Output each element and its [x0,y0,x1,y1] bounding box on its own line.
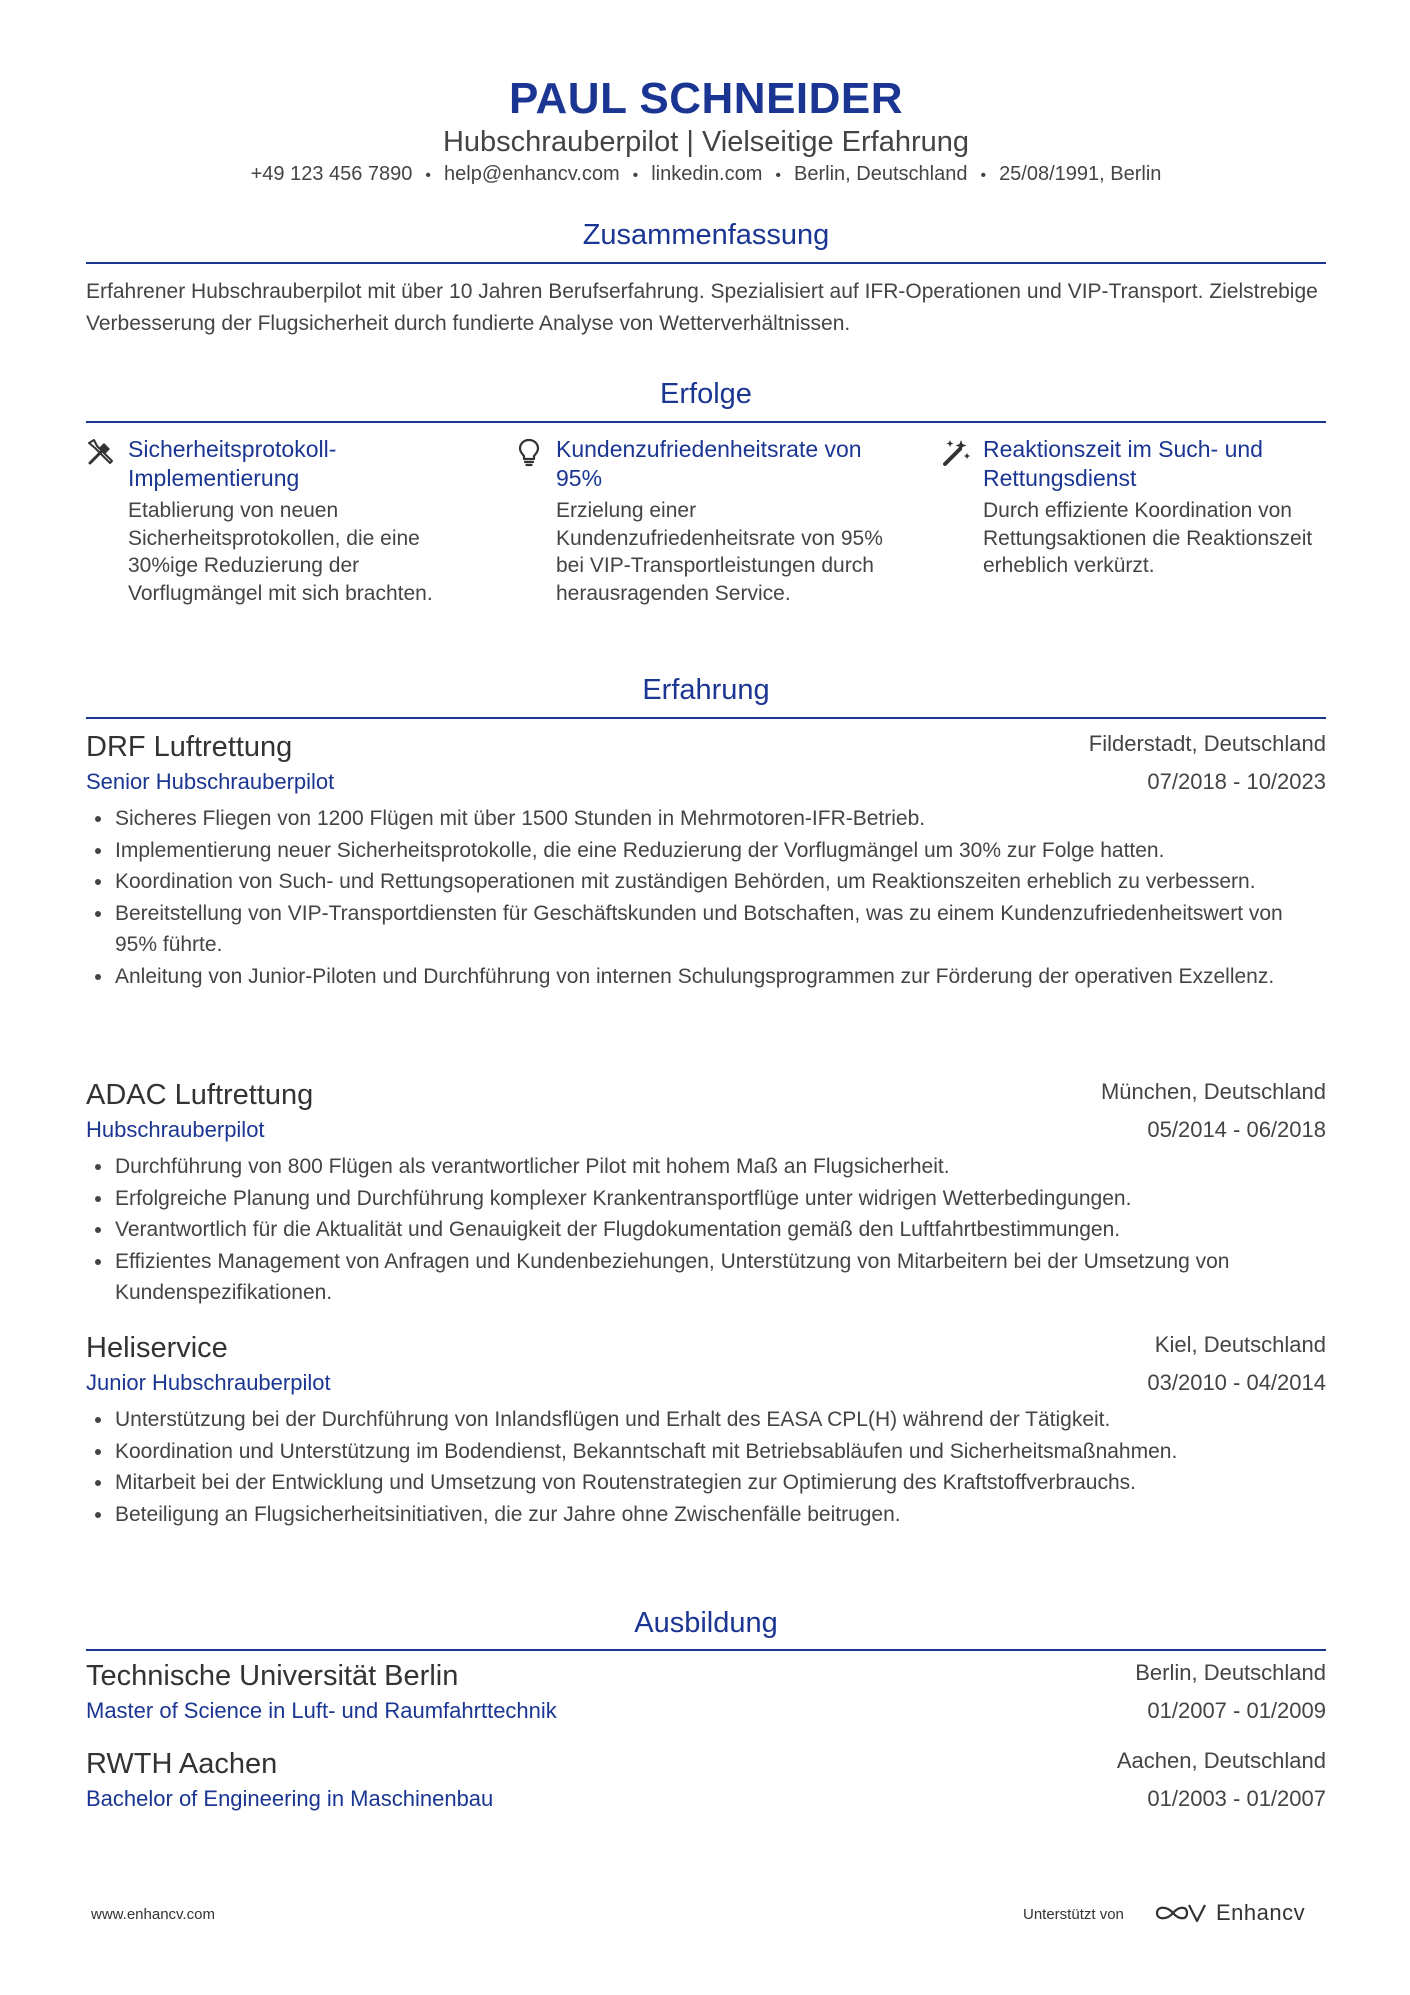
job-dates: 05/2014 - 06/2018 [1147,1117,1326,1142]
birth-info: 25/08/1991, Berlin [999,163,1162,185]
education-entry [86,1748,1326,1818]
candidate-headline: Hubschrauberpilot | Vielseitige Erfahrung [442,126,970,158]
lightbulb-icon [514,437,544,467]
education-entry [86,1660,1326,1730]
job-location: Filderstadt, Deutschland [1088,731,1326,756]
job-title: Hubschrauberpilot [86,1117,265,1142]
separator-dot: • [980,167,987,184]
section-title-education: Ausbildung [634,1607,778,1639]
school-name: RWTH Aachen [86,1748,278,1780]
education-dates: 01/2003 - 01/2007 [1147,1786,1326,1811]
magic-wand-icon [941,437,971,467]
achievement-title: Sicherheitsprotokoll-Implementierung [128,436,337,491]
list-item: Bereitstellung von VIP-Transportdiensten für Geschäftskunden und Botschaften, was zu einem Kundenzufriedenheitswert von 95% führte. [86,898,1326,961]
email-link[interactable]: help@enhancv.com [444,163,620,185]
list-item: Verantwortlich für die Aktualität und Genauigkeit der Flugdokumentation gemäß den Luftfahrtbestimmungen. [86,1214,1326,1246]
tools-icon [86,437,116,467]
job-location: Kiel, Deutschland [1154,1332,1326,1357]
list-item: Koordination von Such- und Rettungsoperationen mit zuständigen Behörden, um Reaktionszeiten erheblich zu verbessern. [86,866,1326,898]
job-dates: 07/2018 - 10/2023 [1147,769,1326,794]
separator-dot: • [632,167,639,184]
list-item: Anleitung von Junior-Piloten und Durchführung von internen Schulungsprogrammen zur Förderung der operativen Exzellenz. [86,961,1326,993]
footer-branding [1023,1898,1323,1928]
separator-dot: • [425,167,432,184]
company-name: ADAC Luftrettung [86,1079,314,1111]
achievement-description: Erzielung einer Kundenzufriedenheitsrate von 95% bei VIP-Transportleistungen durch herausragenden Service. [556,499,883,605]
school-location: Aachen, Deutschland [1116,1748,1326,1773]
school-location: Berlin, Deutschland [1135,1660,1326,1685]
separator-dot: • [775,167,782,184]
job-bullets [86,1404,1326,1530]
list-item: Erfolgreiche Planung und Durchführung komplexer Krankentransportflüge unter widrigen Wetterbedingungen. [86,1183,1326,1215]
phone: +49 123 456 7890 [250,163,413,185]
job-bullets [86,803,1326,992]
education-dates: 01/2007 - 01/2009 [1147,1698,1326,1723]
list-item: Implementierung neuer Sicherheitsprotokolle, die eine Reduzierung der Vorflugmängel um 30% zur Folge hatten. [86,835,1326,867]
list-item: Durchführung von 800 Flügen als verantwortlicher Pilot mit hohem Maß an Flugsicherheit. [86,1151,1326,1183]
achievement-title: Kundenzufriedenheitsrate von 95% [556,436,862,491]
section-divider [86,1649,1326,1651]
company-name: Heliservice [86,1332,228,1364]
enhancv-logo-icon [1153,1900,1209,1931]
job-title: Junior Hubschrauberpilot [86,1370,331,1395]
list-item: Koordination und Unterstützung im Bodendienst, Bekanntschaft mit Betriebsabläufen und Sicherheitsmaßnahmen. [86,1436,1326,1468]
location: Berlin, Deutschland [794,163,968,185]
degree: Bachelor of Engineering in Maschinenbau [86,1786,494,1811]
job-location: München, Deutschland [1100,1079,1326,1104]
achievement-description: Etablierung von neuen Sicherheitsprotokollen, die eine 30%ige Reduzierung der Vorflugmängel mit sich brachten. [128,499,433,605]
list-item: Sicheres Fliegen von 1200 Flügen mit über 1500 Stunden in Mehrmotoren-IFR-Betrieb. [86,803,1326,835]
section-divider [86,262,1326,264]
job-bullets [86,1151,1326,1309]
candidate-name: PAUL SCHNEIDER [508,74,904,123]
job-title: Senior Hubschrauberpilot [86,769,335,794]
school-name: Technische Universität Berlin [86,1660,459,1692]
enhancv-brand: Enhancv [1216,1900,1306,1925]
contact-line [86,163,1326,186]
powered-by-label: Unterstützt von [1023,1906,1124,1923]
list-item: Mitarbeit bei der Entwicklung und Umsetzung von Routenstrategien zur Optimierung des Kraftstoffverbrauchs. [86,1467,1326,1499]
section-title-achievements: Erfolge [660,378,752,410]
footer-website-link[interactable]: www.enhancv.com [91,1906,215,1923]
job-dates: 03/2010 - 04/2014 [1147,1370,1326,1395]
achievement-description: Durch effiziente Koordination von Rettungsaktionen die Reaktionszeit erheblich verkürzt. [983,499,1313,577]
section-divider [86,421,1326,423]
degree: Master of Science in Luft- und Raumfahrttechnik [86,1698,557,1723]
linkedin-link[interactable]: linkedin.com [651,163,763,185]
list-item: Effizientes Management von Anfragen und Kundenbeziehungen, Unterstützung von Mitarbeitern bei der Umsetzung von Kundenspezifikationen. [86,1246,1326,1309]
summary-text: Erfahrener Hubschrauberpilot mit über 10 Jahren Berufserfahrung. Spezialisiert auf IFR-Operationen und VIP-Transport. Zielstrebige Verbesserung der Flugsicherheit durch fundierte Analyse von Wetterverhältnissen. [86,280,1318,335]
list-item: Beteiligung an Flugsicherheitsinitiativen, die zur Jahre ohne Zwischenfälle beitrugen. [86,1499,1326,1531]
section-divider [86,717,1326,719]
section-title-experience: Erfahrung [642,674,770,706]
list-item: Unterstützung bei der Durchführung von Inlandsflügen und Erhalt des EASA CPL(H) während der Tätigkeit. [86,1404,1326,1436]
section-title-summary: Zusammenfassung [582,219,830,251]
achievement-title: Reaktionszeit im Such- und Rettungsdienst [983,436,1263,491]
company-name: DRF Luftrettung [86,731,293,763]
